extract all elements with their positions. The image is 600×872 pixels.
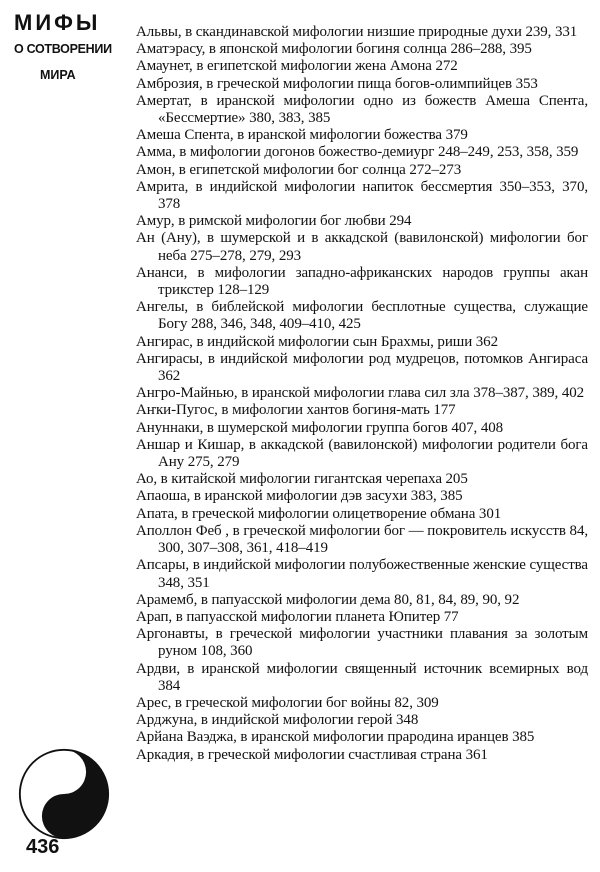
page-number: 436 xyxy=(26,836,60,858)
index-entry: Альвы, в скандинавской мифологии низшие природные духи 239, 331 xyxy=(136,24,578,40)
index-entry: Ао, в китайской мифологии гигантская черепаха 205 xyxy=(136,471,468,488)
sidebar xyxy=(0,0,120,872)
index-entry: Амрита, в индийской мифологии напиток бессмертия 350–353, 370, 378 xyxy=(136,178,588,213)
index-entry: Амон, в египетской мифологии бог солнца 272–273 xyxy=(136,161,462,178)
index-entry: Ананси, в мифологии западно-африканских народов группы акан трикстер 128–129 xyxy=(136,264,588,299)
index-entry: Амур, в римской мифологии бог любви 294 xyxy=(136,213,412,230)
index-entry: Аркадия, в греческой мифологии счастливая страна 361 xyxy=(136,746,488,763)
index-entry: Арджуна, в индийской мифологии герой 348 xyxy=(136,712,419,729)
yin-yang-icon xyxy=(18,748,110,840)
index-entry: Ануннаки, в шумерской мифологии группа богов 407, 408 xyxy=(136,419,504,436)
index-entry: Арап, в папуасской мифологии планета Юпитер 77 xyxy=(136,608,459,625)
index-entry: Амертат, в иранской мифологии одно из божеств Амеша Спента, «Бессмертие» 380, 383, 385 xyxy=(136,92,588,127)
index-entry: Арамемб, в папуасской мифологии дема 80, 81, 84, 89, 90, 92 xyxy=(136,591,520,608)
index-entry: Ангелы, в библейской мифологии бесплотные существа, служащие Богу 288, 346, 348, 409–410, 425 xyxy=(136,299,588,333)
index-entries xyxy=(136,24,588,764)
book-title: МИФЫ xyxy=(14,10,101,35)
index-entry: Арес, в греческой мифологии бог войны 82, 309 xyxy=(136,694,439,711)
index-entry: Арйана Ваэджа, в иранской мифологии прародина иранцев 385 xyxy=(136,729,535,746)
index-entry: Аргонавты, в греческой мифологии участники плавания за золотым руном 108, 360 xyxy=(136,626,588,660)
index-entry: Амброзия, в греческой мифологии пища богов-олимпийцев 353 xyxy=(136,75,538,92)
index-entry: Амаунет, в египетской мифологии жена Амона 272 xyxy=(136,58,458,75)
index-entry: Ангро-Майнью, в иранской мифологии глава сил зла 378–387, 389, 402 xyxy=(136,385,585,402)
index-entry: Ангирасы, в индийской мифологии род мудрецов, потомков Ангираса 362 xyxy=(136,350,588,385)
index-entry: Аншар и Кишар, в аккадской (вавилонской) мифологии родители бога Ану 275, 279 xyxy=(136,436,588,471)
index-entry: Аҥки-Пугос, в мифологии хантов богиня-мать 177 xyxy=(136,402,456,419)
book-subtitle-line1: О СОТВОРЕНИИ xyxy=(14,42,112,56)
index-entry: Апаоша, в иранской мифологии дэв засухи 383, 385 xyxy=(136,488,463,505)
index-entry: Апата, в греческой мифологии олицетворение обмана 301 xyxy=(136,505,502,522)
index-entry: Аполлон Феб , в греческой мифологии бог — покровитель искусств 84, 300, 307–308, 361, 418–419 xyxy=(136,522,588,557)
index-entry: Ардви, в иранской мифологии священный источник всемирных вод 384 xyxy=(136,660,588,694)
index-entry: Апсары, в индийской мифологии полубожественные женские существа 348, 351 xyxy=(136,557,588,591)
index-entry: Амеша Спента, в иранской мифологии божества 379 xyxy=(136,127,468,144)
index-entry: Ангирас, в индийской мифологии сын Брахмы, риши 362 xyxy=(136,333,498,350)
index-entry: Ан (Ану), в шумерской и в аккадской (вавилонской) мифологии бог неба 275–278, 279, 293 xyxy=(136,230,588,264)
index-entry: Амма, в мифологии догонов божество-демиург 248–249, 253, 358, 359 xyxy=(136,144,579,161)
book-subtitle-line2: МИРА xyxy=(40,68,76,82)
index-entry: Аматэрасу, в японской мифологии богиня солнца 286–288, 395 xyxy=(136,41,532,58)
